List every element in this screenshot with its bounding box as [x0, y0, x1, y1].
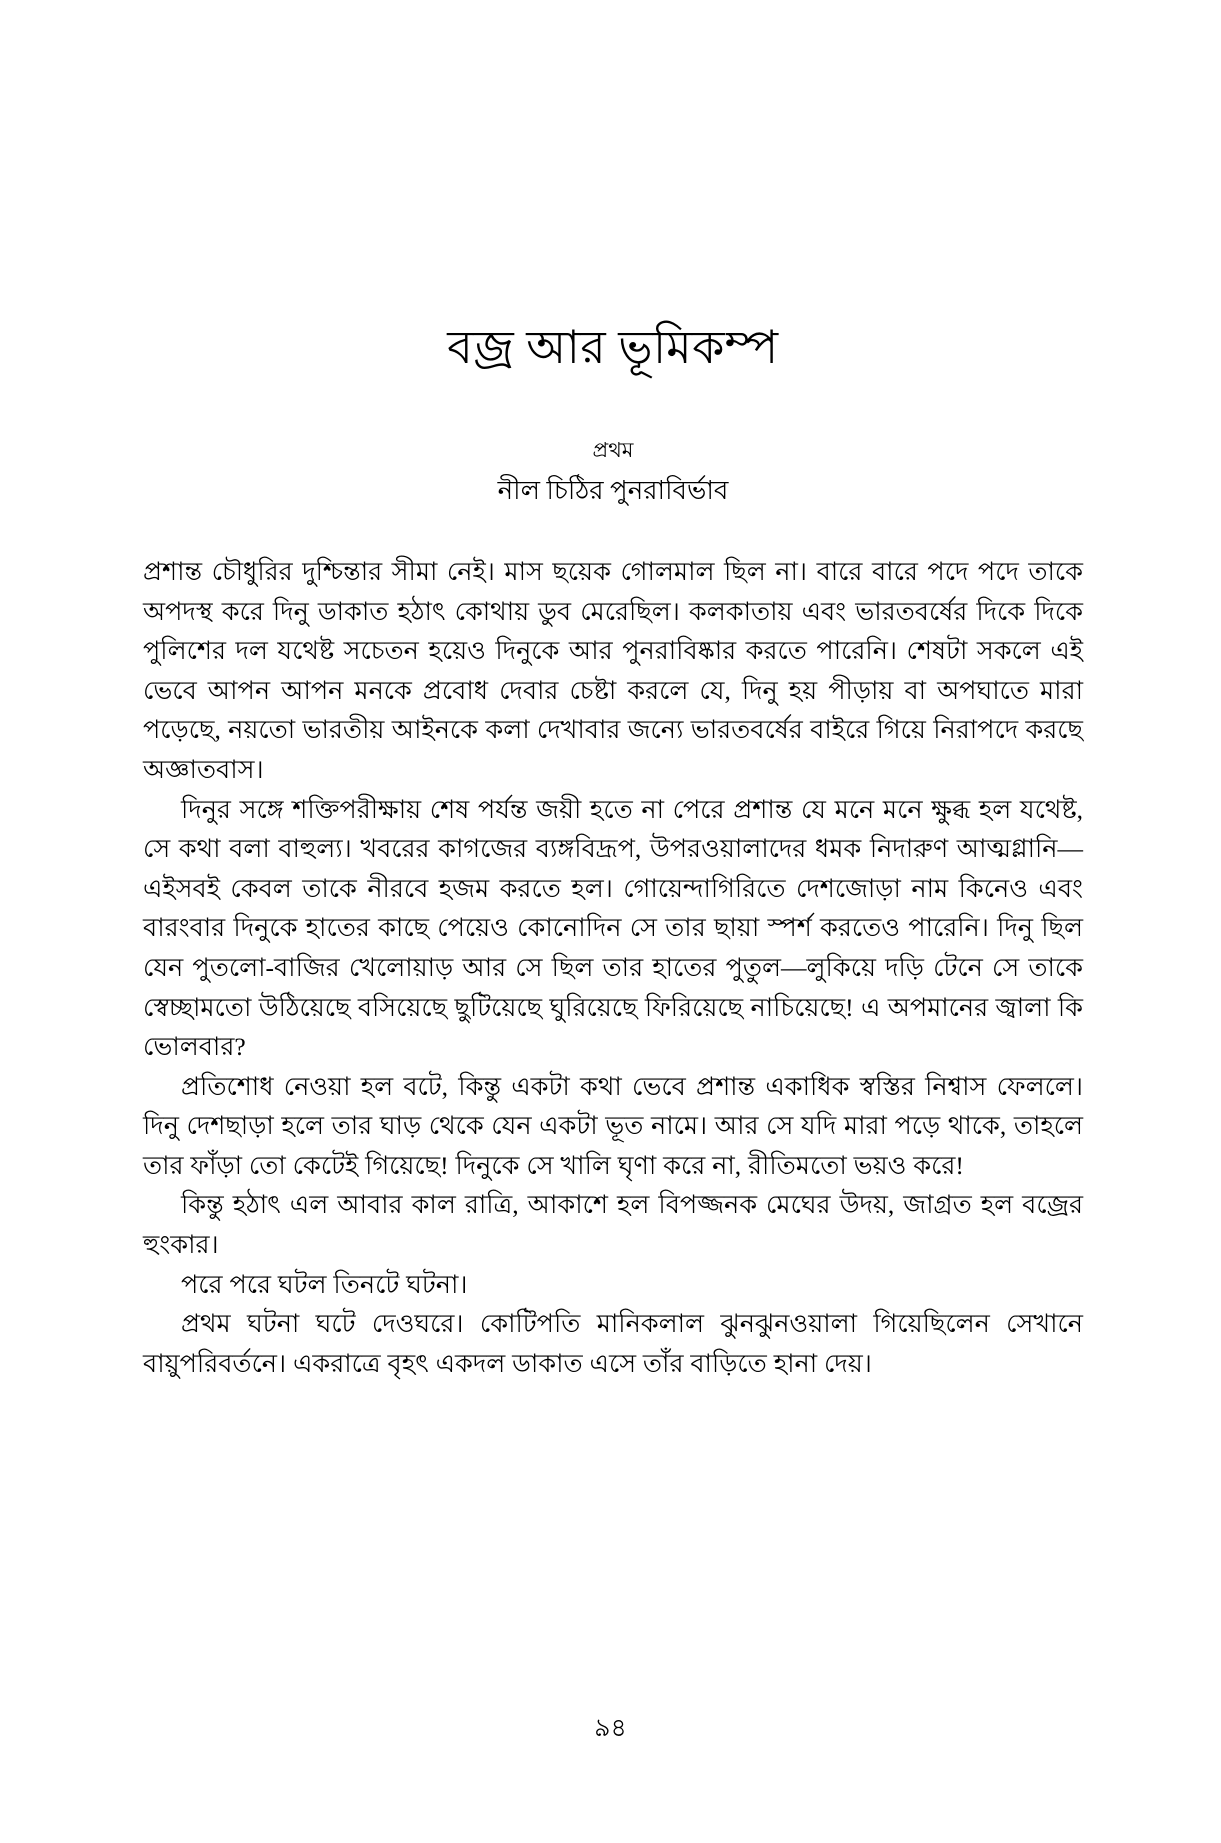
section-number-label: প্রথম [592, 437, 634, 462]
paragraph: দিনুর সঙ্গে শক্তিপরীক্ষায় শেষ পর্যন্ত জয়ী হতে না পেরে প্রশান্ত যে মনে মনে ক্ষুব্ধ হল যথেষ্ট, সে কথা বলা বাহুল্য। খবরের কাগজের ব্যঙ্গবিদ্রূপ, উপরওয়ালাদের ধমক নিদারুণ আত্মগ্লানি—এইসবই কেবল তাকে নীরবে হজম করতে হল। গোয়েন্দাগিরিতে দেশজোড়া নাম কিনেও এবং বারংবার দিনুকে হাতের কাছে পেয়েও কোনোদিন সে তার ছায়া স্পর্শ করতেও পারেনি। দিনু ছিল যেন পুতলো-বাজির খেলোয়াড় আর সে ছিল তার হাতের পুতুল—লুকিয়ে দড়ি টেনে সে তাকে স্বেচ্ছামতো উঠিয়েছে বসিয়েছে ছুটিয়েছে ঘুরিয়েছে ফিরিয়েছে নাচিয়েছে! এ অপমানের জ্বালা কি ভোলবার? [143, 794, 1083, 1062]
paragraph: প্রথম ঘটনা ঘটে দেওঘরে। কোটিপতি মানিকলাল ঝুনঝুনওয়ালা গিয়েছিলেন সেখানে বায়ুপরিবর্তনে। একরাত্রে বৃহৎ একদল ডাকাত এসে তাঁর বাড়িতে হানা দেয়। [143, 1309, 1083, 1378]
section-heading-block [143, 437, 1083, 508]
paragraph: কিন্তু হঠাৎ এল আবার কাল রাত্রি, আকাশে হল বিপজ্জনক মেঘের উদয়, জাগ্রত হল বজ্রের হুংকার। [143, 1190, 1083, 1260]
paragraph: প্রশান্ত চৌধুরির দুশ্চিন্তার সীমা নেই। মাস ছয়েক গোলমাল ছিল না। বারে বারে পদে পদে তাকে অপদস্থ করে দিনু ডাকাত হঠাৎ কোথায় ডুব মেরেছিল। কলকাতায় এবং ভারতবর্ষের দিকে দিকে পুলিশের দল যথেষ্ট সচেতন হয়েও দিনুকে আর পুনরাবিষ্কার করতে পারেনি। শেষটা সকলে এই ভেবে আপন আপন মনকে প্রবোধ দেবার চেষ্টা করলে যে, দিনু হয় পীড়ায় বা অপঘাতে মারা পড়েছে, নয়তো ভারতীয় আইনকে কলা দেখাবার জন্যে ভারতবর্ষের বাইরে গিয়ে নিরাপদে করছে অজ্ঞাতবাস। [143, 556, 1083, 784]
page-content [143, 0, 1083, 1843]
chapter-title: বজ্র আর ভূমিকম্প [447, 322, 779, 373]
body-text [143, 552, 1083, 1383]
paragraph: পরে পরে ঘটল তিনটে ঘটনা। [181, 1269, 468, 1299]
paragraph: প্রতিশোধ নেওয়া হল বটে, কিন্তু একটা কথা ভেবে প্রশান্ত একাধিক স্বস্তির নিশ্বাস ফেললে। দিনু দেশছাড়া হলে তার ঘাড় থেকে যেন একটা ভূত নামে। আর সে যদি মারা পড়ে থাকে, তাহলে তার ফাঁড়া তো কেটেই গিয়েছে! দিনুকে সে খালি ঘৃণা করে না, রীতিমতো ভয়ও করে! [143, 1071, 1083, 1180]
page-number: ৯৪ [594, 1715, 627, 1742]
section-subtitle: নীল চিঠির পুনরাবির্ভাব [497, 476, 729, 506]
